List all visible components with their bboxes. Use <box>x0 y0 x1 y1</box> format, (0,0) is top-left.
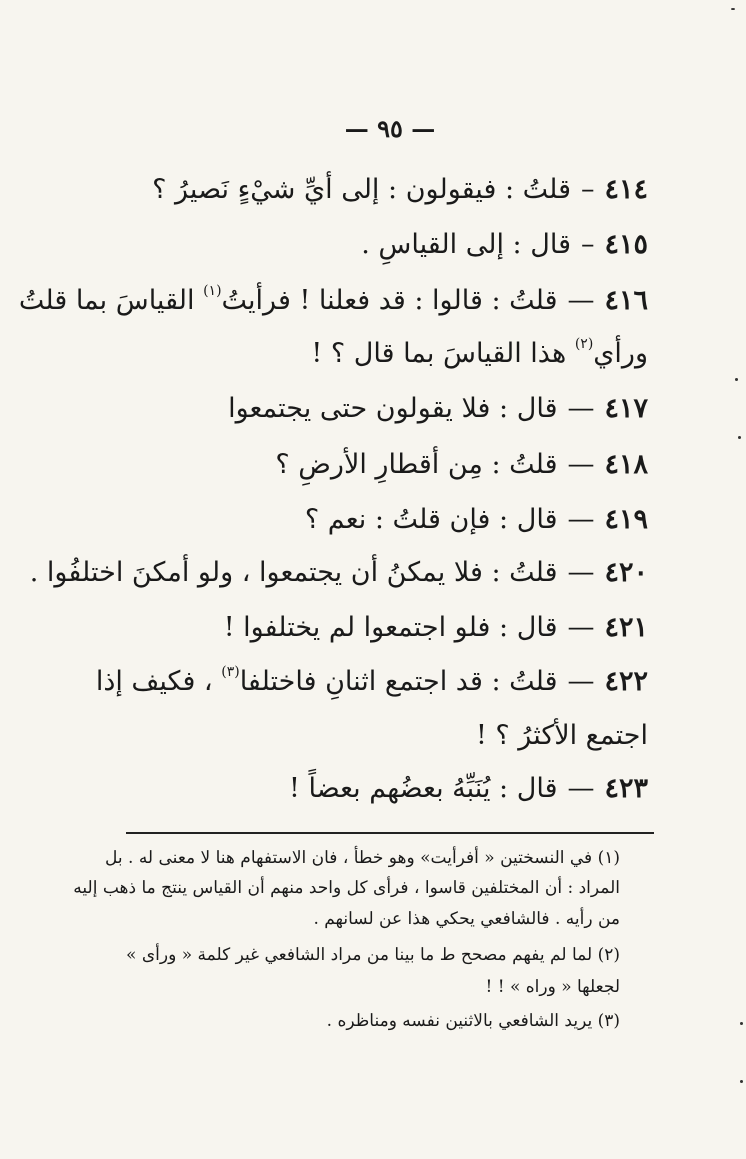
entry-dash: — <box>567 666 595 697</box>
entry-text: قال : يُنَبِّهُ بعضُهم بعضاً ! <box>289 773 558 804</box>
scan-speck <box>735 378 738 381</box>
scan-speck <box>740 1080 743 1083</box>
entry-420 <box>29 553 648 593</box>
footnote-1-line-1: (١) في النسختين « أفرأيت» وهو خطأ ، فان الاستفهام هنا لا معنى له . بل <box>105 848 620 868</box>
entry-number: ٤٢٣ <box>604 773 648 804</box>
entry-dash: — <box>567 393 595 424</box>
scan-speck <box>738 436 741 439</box>
entry-text: قال : فإن قلتُ : نعم ؟ <box>304 504 558 535</box>
entry-dash: — <box>567 773 595 804</box>
footnote-2-line-2: لجعلها « وراه » ! ! <box>485 977 620 997</box>
scan-speck <box>740 1022 743 1025</box>
entry-text: قلتُ : مِن أقطارِ الأرضِ ؟ <box>275 449 558 480</box>
entry-number: ٤١٧ <box>604 393 648 424</box>
entry-416 <box>18 281 648 321</box>
entry-number: ٤١٩ <box>604 504 648 535</box>
entry-number: ٤١٤ <box>604 174 648 205</box>
footnote-1-line-3: من رأيه . فالشافعي يحكي هذا عن لسانهم . <box>313 909 620 929</box>
entry-423 <box>289 769 648 809</box>
entry-text: ورأي <box>593 338 648 369</box>
entry-text-continued: القياسَ بما قلتُ <box>18 285 204 316</box>
entry-421 <box>224 608 648 648</box>
footnote-marker-3: (٣) <box>221 664 240 680</box>
footnote-1-line-2: المراد : أن المختلفين قاسوا ، فرأى كل واحد منهم أن القياس ينتج ما ذهب إليه <box>73 878 620 898</box>
entry-text: قلتُ : فلا يمكنُ أن يجتمعوا ، ولو أمكنَ اختلفُوا . <box>29 557 558 588</box>
entry-dash: — <box>567 612 595 643</box>
footnote-3: (٣) يريد الشافعي بالاثنين نفسه ومناظره . <box>326 1011 620 1031</box>
entry-number: ٤٢١ <box>604 612 648 643</box>
entry-dash: — <box>567 557 595 588</box>
footnote-2-line-1: (٢) لما لم يفهم مصحح ط ما بينا من مراد الشافعي غير كلمة « ورأى » <box>126 945 620 965</box>
entry-419 <box>305 500 648 540</box>
entry-number: ٤١٨ <box>604 449 648 480</box>
entry-417 <box>228 389 648 429</box>
entry-422-continuation <box>476 716 648 756</box>
entry-dash: – <box>580 174 595 205</box>
entry-text: قلتُ : قد اجتمع اثنانِ فاختلفا <box>239 666 558 697</box>
entry-text-continued: ، فكيف إذا <box>95 666 222 697</box>
entry-422 <box>95 662 648 702</box>
entry-number: ٤٢٠ <box>604 557 648 588</box>
footnote-marker-2: (٢) <box>574 336 594 352</box>
entry-text: قال : إلى القياسِ . <box>361 229 571 260</box>
entry-415 <box>361 225 648 265</box>
entry-dash: — <box>567 504 595 535</box>
entry-number: ٤١٥ <box>604 229 648 260</box>
entry-number: ٤١٦ <box>604 285 648 316</box>
entry-text: قلتُ : قالوا : قد فعلنا ! فرأيتُ <box>221 285 558 316</box>
entry-text-continued: هذا القياسَ بما قال ؟ ! <box>311 338 575 369</box>
page-number: — ٩٥ — <box>344 114 436 143</box>
footnote-marker-1: (١) <box>203 283 222 299</box>
entry-416-continuation <box>311 334 648 374</box>
entry-text: اجتمع الأكثرُ ؟ ! <box>475 720 648 751</box>
entry-text: قلتُ : فيقولون : إلى أيِّ شيْءٍ نَصيرُ ؟ <box>152 174 571 205</box>
footnote-divider <box>126 832 654 834</box>
entry-414 <box>152 170 648 210</box>
entry-dash: — <box>567 285 595 316</box>
entry-dash: – <box>580 229 595 260</box>
entry-text: قال : فلو اجتمعوا لم يختلفوا ! <box>223 612 558 643</box>
scan-speck <box>731 8 735 10</box>
entry-text: قال : فلا يقولون حتى يجتمعوا <box>228 393 558 424</box>
entry-dash: — <box>567 449 595 480</box>
entry-418 <box>275 445 648 485</box>
entry-number: ٤٢٢ <box>604 666 648 697</box>
